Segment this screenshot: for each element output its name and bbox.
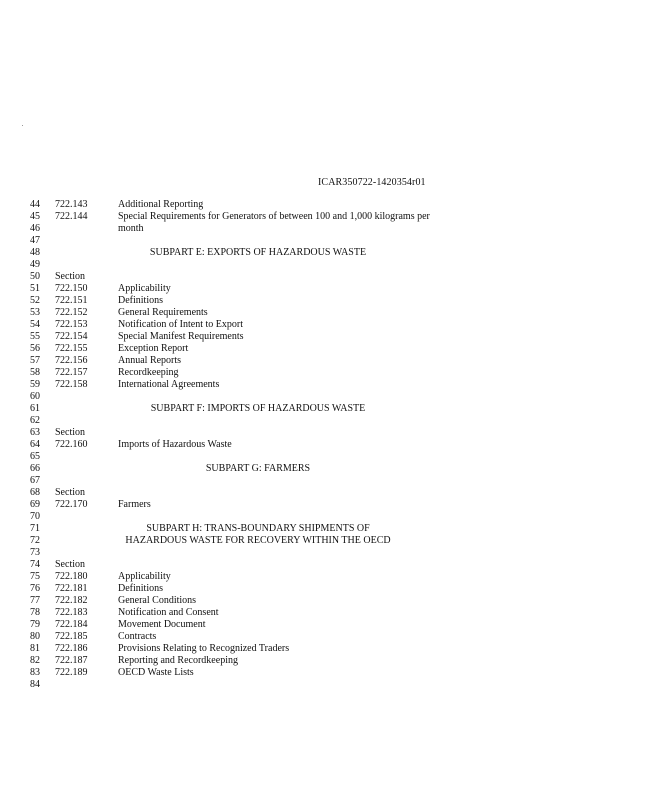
line-number: 65 [30, 451, 40, 462]
section-number: 722.152 [55, 307, 88, 318]
line-number: 71 [30, 523, 40, 534]
document-line [0, 271, 671, 283]
document-line [0, 355, 671, 367]
section-number: 722.154 [55, 331, 88, 342]
line-number: 76 [30, 583, 40, 594]
line-number: 72 [30, 535, 40, 546]
section-title: Provisions Relating to Recognized Traders [118, 643, 290, 654]
line-number: 50 [30, 271, 40, 282]
line-number: 67 [30, 475, 40, 486]
line-number: 58 [30, 367, 40, 378]
section-title: Contracts [118, 631, 157, 642]
section-number: 722.183 [55, 607, 88, 618]
document-line [0, 631, 671, 643]
document-line [0, 595, 671, 607]
section-number: 722.155 [55, 343, 88, 354]
document-line [0, 439, 671, 451]
line-number: 74 [30, 559, 40, 570]
document-header-id: ICAR350722-1420354r01 [318, 177, 426, 188]
section-title: Recordkeeping [118, 367, 179, 378]
document-line [0, 343, 671, 355]
document-line [0, 367, 671, 379]
line-number: 78 [30, 607, 40, 618]
document-line [0, 547, 671, 559]
section-number: Section [55, 271, 85, 282]
document-line [0, 451, 671, 463]
line-number: 70 [30, 511, 40, 522]
section-title: Farmers [118, 499, 151, 510]
line-number: 79 [30, 619, 40, 630]
section-title: Movement Document [118, 619, 206, 630]
section-title: Notification and Consent [118, 607, 219, 618]
section-title: Applicability [118, 571, 171, 582]
subpart-heading: SUBPART H: TRANS-BOUNDARY SHIPMENTS OF [146, 523, 370, 534]
section-title: General Conditions [118, 595, 197, 606]
section-title: International Agreements [118, 379, 220, 390]
document-line [0, 607, 671, 619]
section-number: 722.182 [55, 595, 88, 606]
document-line [0, 559, 671, 571]
line-numbered-contents [0, 199, 671, 691]
document-line [0, 583, 671, 595]
line-number: 49 [30, 259, 40, 270]
section-title: Notification of Intent to Export [118, 319, 243, 330]
document-line [0, 403, 671, 415]
line-number: 69 [30, 499, 40, 510]
document-line [0, 499, 671, 511]
section-title: Reporting and Recordkeeping [118, 655, 238, 666]
section-title: Definitions [118, 295, 163, 306]
section-number: 722.186 [55, 643, 88, 654]
document-line [0, 283, 671, 295]
document-line [0, 463, 671, 475]
section-number: 722.160 [55, 439, 88, 450]
line-number: 53 [30, 307, 40, 318]
section-number: 722.170 [55, 499, 88, 510]
section-number: 722.144 [55, 211, 88, 222]
line-number: 81 [30, 643, 40, 654]
line-number: 82 [30, 655, 40, 666]
line-number: 83 [30, 667, 40, 678]
document-line [0, 307, 671, 319]
section-number: 722.153 [55, 319, 88, 330]
section-title: Applicability [118, 283, 171, 294]
document-line [0, 571, 671, 583]
section-title: OECD Waste Lists [118, 667, 194, 678]
line-number: 59 [30, 379, 40, 390]
speck-mark [22, 125, 23, 126]
section-title: month [118, 223, 144, 234]
line-number: 80 [30, 631, 40, 642]
section-number: 722.181 [55, 583, 88, 594]
line-number: 64 [30, 439, 40, 450]
section-number: Section [55, 487, 85, 498]
section-number: 722.189 [55, 667, 88, 678]
section-title: General Requirements [118, 307, 208, 318]
section-number: 722.151 [55, 295, 88, 306]
document-line [0, 523, 671, 535]
line-number: 54 [30, 319, 40, 330]
section-number: 722.184 [55, 619, 88, 630]
document-line [0, 391, 671, 403]
subpart-heading: SUBPART E: EXPORTS OF HAZARDOUS WASTE [149, 247, 367, 258]
line-number: 73 [30, 547, 40, 558]
document-line [0, 487, 671, 499]
document-line [0, 619, 671, 631]
section-title: Definitions [118, 583, 163, 594]
document-line [0, 235, 671, 247]
line-number: 46 [30, 223, 40, 234]
subpart-heading: SUBPART F: IMPORTS OF HAZARDOUS WASTE [150, 403, 366, 414]
line-number: 61 [30, 403, 40, 414]
document-line [0, 223, 671, 235]
document-line [0, 319, 671, 331]
subpart-heading: HAZARDOUS WASTE FOR RECOVERY WITHIN THE OECD [125, 535, 391, 546]
line-number: 47 [30, 235, 40, 246]
document-line [0, 655, 671, 667]
section-number: 722.156 [55, 355, 88, 366]
section-title: Special Requirements for Generators of between 100 and 1,000 kilograms per [118, 211, 430, 222]
line-number: 62 [30, 415, 40, 426]
line-number: 45 [30, 211, 40, 222]
line-number: 77 [30, 595, 40, 606]
document-line [0, 415, 671, 427]
document-line [0, 667, 671, 679]
line-number: 60 [30, 391, 40, 402]
section-number: Section [55, 559, 85, 570]
section-number: 722.187 [55, 655, 88, 666]
section-number: 722.185 [55, 631, 88, 642]
document-line [0, 199, 671, 211]
section-title: Imports of Hazardous Waste [118, 439, 232, 450]
document-line [0, 427, 671, 439]
section-number: 722.158 [55, 379, 88, 390]
section-title: Exception Report [118, 343, 189, 354]
section-number: 722.180 [55, 571, 88, 582]
line-number: 48 [30, 247, 40, 258]
line-number: 84 [30, 679, 40, 690]
section-number: 722.143 [55, 199, 88, 210]
section-number: Section [55, 427, 85, 438]
document-line [0, 331, 671, 343]
section-title: Special Manifest Requirements [118, 331, 244, 342]
line-number: 52 [30, 295, 40, 306]
document-line [0, 259, 671, 271]
line-number: 56 [30, 343, 40, 354]
section-title: Annual Reports [118, 355, 182, 366]
document-line [0, 475, 671, 487]
document-line [0, 679, 671, 691]
document-line [0, 295, 671, 307]
document-line [0, 535, 671, 547]
line-number: 44 [30, 199, 40, 210]
line-number: 68 [30, 487, 40, 498]
line-number: 66 [30, 463, 40, 474]
section-title: Additional Reporting [118, 199, 204, 210]
document-line [0, 211, 671, 223]
section-number: 722.150 [55, 283, 88, 294]
subpart-heading: SUBPART G: FARMERS [205, 463, 311, 474]
document-line [0, 643, 671, 655]
line-number: 55 [30, 331, 40, 342]
document-line [0, 247, 671, 259]
document-line [0, 511, 671, 523]
document-line [0, 379, 671, 391]
line-number: 57 [30, 355, 40, 366]
line-number: 75 [30, 571, 40, 582]
line-number: 63 [30, 427, 40, 438]
section-number: 722.157 [55, 367, 88, 378]
line-number: 51 [30, 283, 40, 294]
